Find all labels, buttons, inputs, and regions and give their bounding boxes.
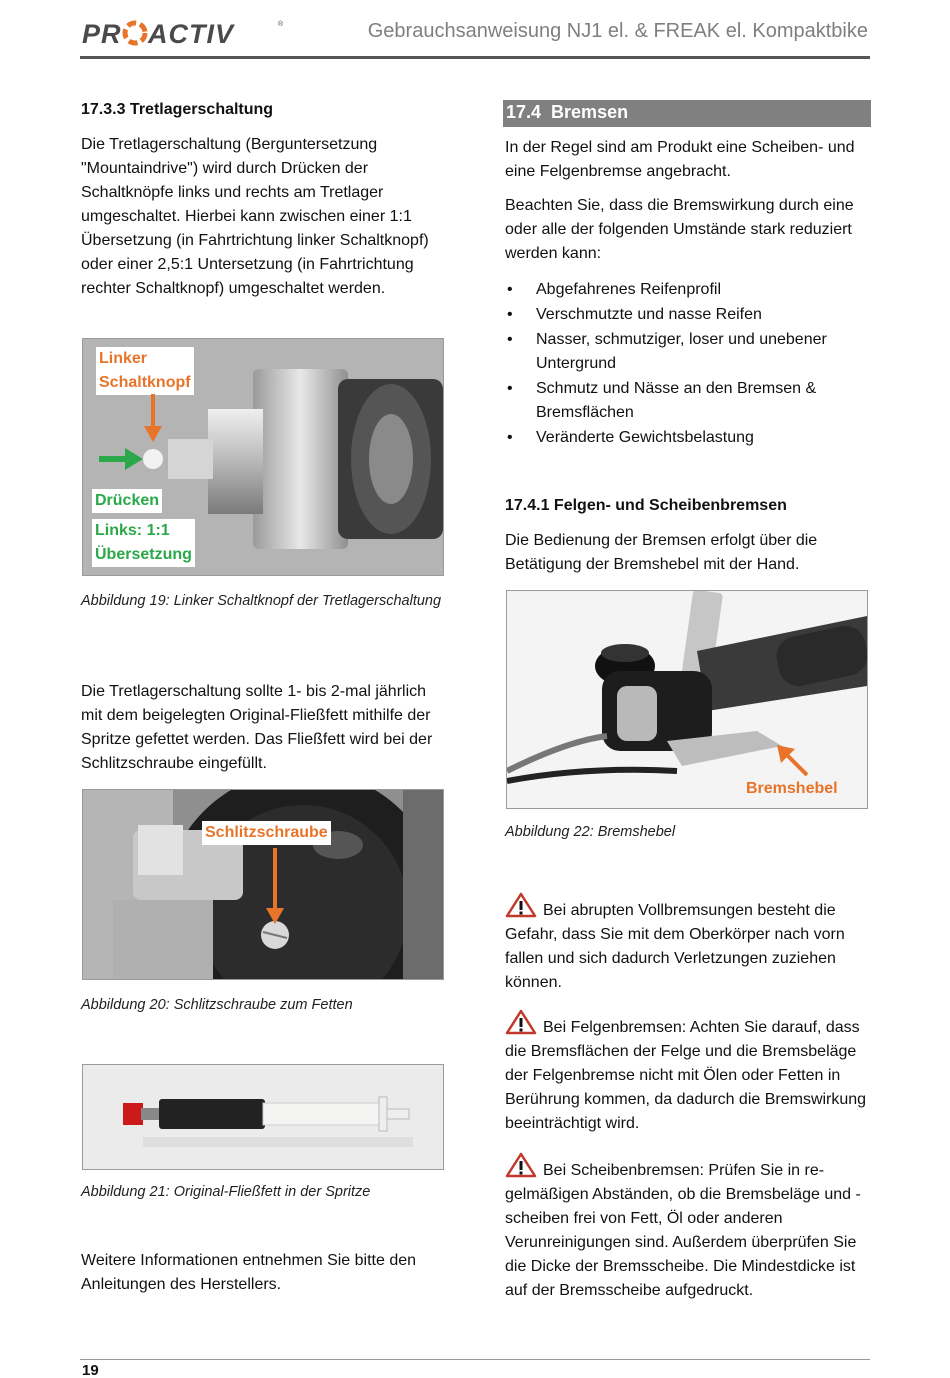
page-number: 19 [82,1362,99,1378]
figure-fliessfett-spritze [82,1064,444,1170]
paragraph-bremsen-intro: In der Regel sind am Produkt eine Scheiben- und eine Felgenbremse angebracht. [505,139,855,180]
paragraph-weitere-informationen: Weitere Informationen entnehmen Sie bitte den Anleitungen des Herstellers. [81,1252,417,1293]
caption-figure-22: Abbildung 22: Bremshebel [505,824,676,840]
paragraph-fetten: Die Tretlagerschaltung sollte 1- bis 2-mal jährlich mit dem beigelegten Original-Fließfett mithilfe der Spritze gefettet werden. Das Fließfett wird bei der Schlitzschraube eingefüllt. [81,683,433,772]
warning-triangle-icon [505,1152,537,1178]
footer-divider [80,1359,870,1360]
header-divider [80,56,870,59]
label-bremshebel: Bremshebel [746,780,838,797]
proactiv-logo [82,16,287,50]
syringe-photo [83,1065,444,1170]
svg-text:PR: PR [82,19,122,49]
heading-felgen-scheibenbremsen: 17.4.1 Felgen- und Scheibenbremsen [505,497,787,514]
label-links-uebersetzung: Links: 1:1 Übersetzung [92,519,195,567]
document-title: Gebrauchsanweisung NJ1 el. & FREAK el. Kompaktbike [367,20,868,42]
warning-scheibenbremsen: Bei Scheibenbremsen: Prüfen Sie in regelmäßigen Abständen, ob die Bremsbeläge und -scheiben frei von Fett, Öl oder anderen Verunreinigungen sind. Außerdem überprüfen Sie die Dicke der Bremsscheibe. Die Mindestdicke ist auf der Bremsscheibe aufgedruckt. [505,1152,870,1303]
arrow-right-icon [99,447,143,471]
warning-triangle-icon [505,892,537,918]
brake-conditions-list [505,278,870,451]
caption-figure-19: Abbildung 19: Linker Schaltknopf der Tretlagerschaltung [81,593,442,609]
list-item: • Verschmutzte und nasse Reifen [505,303,870,327]
caption-figure-20: Abbildung 20: Schlitzschraube zum Fetten [81,997,353,1013]
paragraph-tretlager-intro: Die Tretlagerschaltung (Berguntersetzung "Mountaindrive") wird durch Drücken der Schaltknöpfe links und rechts am Tretlager umgeschaltet. Hierbei kann zwischen einer 1:1 Übersetzung (in Fahrtrichtung linker Schaltknopf) oder einer 2,5:1 Untersetzung (in Fahrtrichtung rechter Schaltknopf) umgeschaltet werden. [81,136,429,297]
svg-text:®: ® [278,21,284,28]
warning-vollbremsung: Bei abrupten Vollbremsungen besteht die Gefahr, dass Sie mit dem Oberkörper nach vorn fallen und sich dadurch Verletzungen zuziehen können. [505,892,870,995]
figure-linker-schaltknopf [82,338,444,576]
paragraph-bedienung-bremsen: Die Bedienung der Bremsen erfolgt über die Betätigung der Bremshebel mit der Hand. [505,532,818,573]
figure-schlitzschraube [82,789,444,980]
caption-figure-21: Abbildung 21: Original-Fließfett in der Spritze [81,1184,371,1200]
warning-felgenbremsen: Bei Felgenbremsen: Achten Sie darauf, dass die Bremsflächen der Felge und die Bremsbeläge der Felgenbremse nicht mit Ölen oder Fetten in Berührung kommen, da dadurch die Bremswirkung beeinträchtigt wird. [505,1009,870,1136]
list-item: • Veränderte Gewichtsbelastung [505,426,870,450]
list-item: • Nasser, schmutziger, loser und unebener Untergrund [505,328,870,376]
label-linker-schaltknopf: Linker Schaltknopf [96,347,194,395]
label-druecken: Drücken [92,489,162,513]
arrow-up-left-icon [775,743,811,779]
list-item: • Schmutz und Nässe an den Bremsen & Bremsflächen [505,377,870,425]
section-heading-bremsen: 17.4 Bremsen [503,100,871,127]
heading-tretlagerschaltung: 17.3.3 Tretlagerschaltung [81,101,274,118]
svg-text:ACTIV: ACTIV [148,19,234,49]
arrow-down-icon [143,394,163,444]
figure-bremshebel [506,590,868,809]
list-item: • Abgefahrenes Reifenprofil [505,278,870,302]
warning-triangle-icon [505,1009,537,1035]
arrow-down-icon [265,848,285,926]
label-schlitzschraube: Schlitzschraube [202,821,331,845]
slotted-screw-photo [83,790,444,980]
paragraph-bremswirkung: Beachten Sie, dass die Bremswirkung durch eine oder alle der folgenden Umstände stark reduziert werden kann: [505,197,854,262]
